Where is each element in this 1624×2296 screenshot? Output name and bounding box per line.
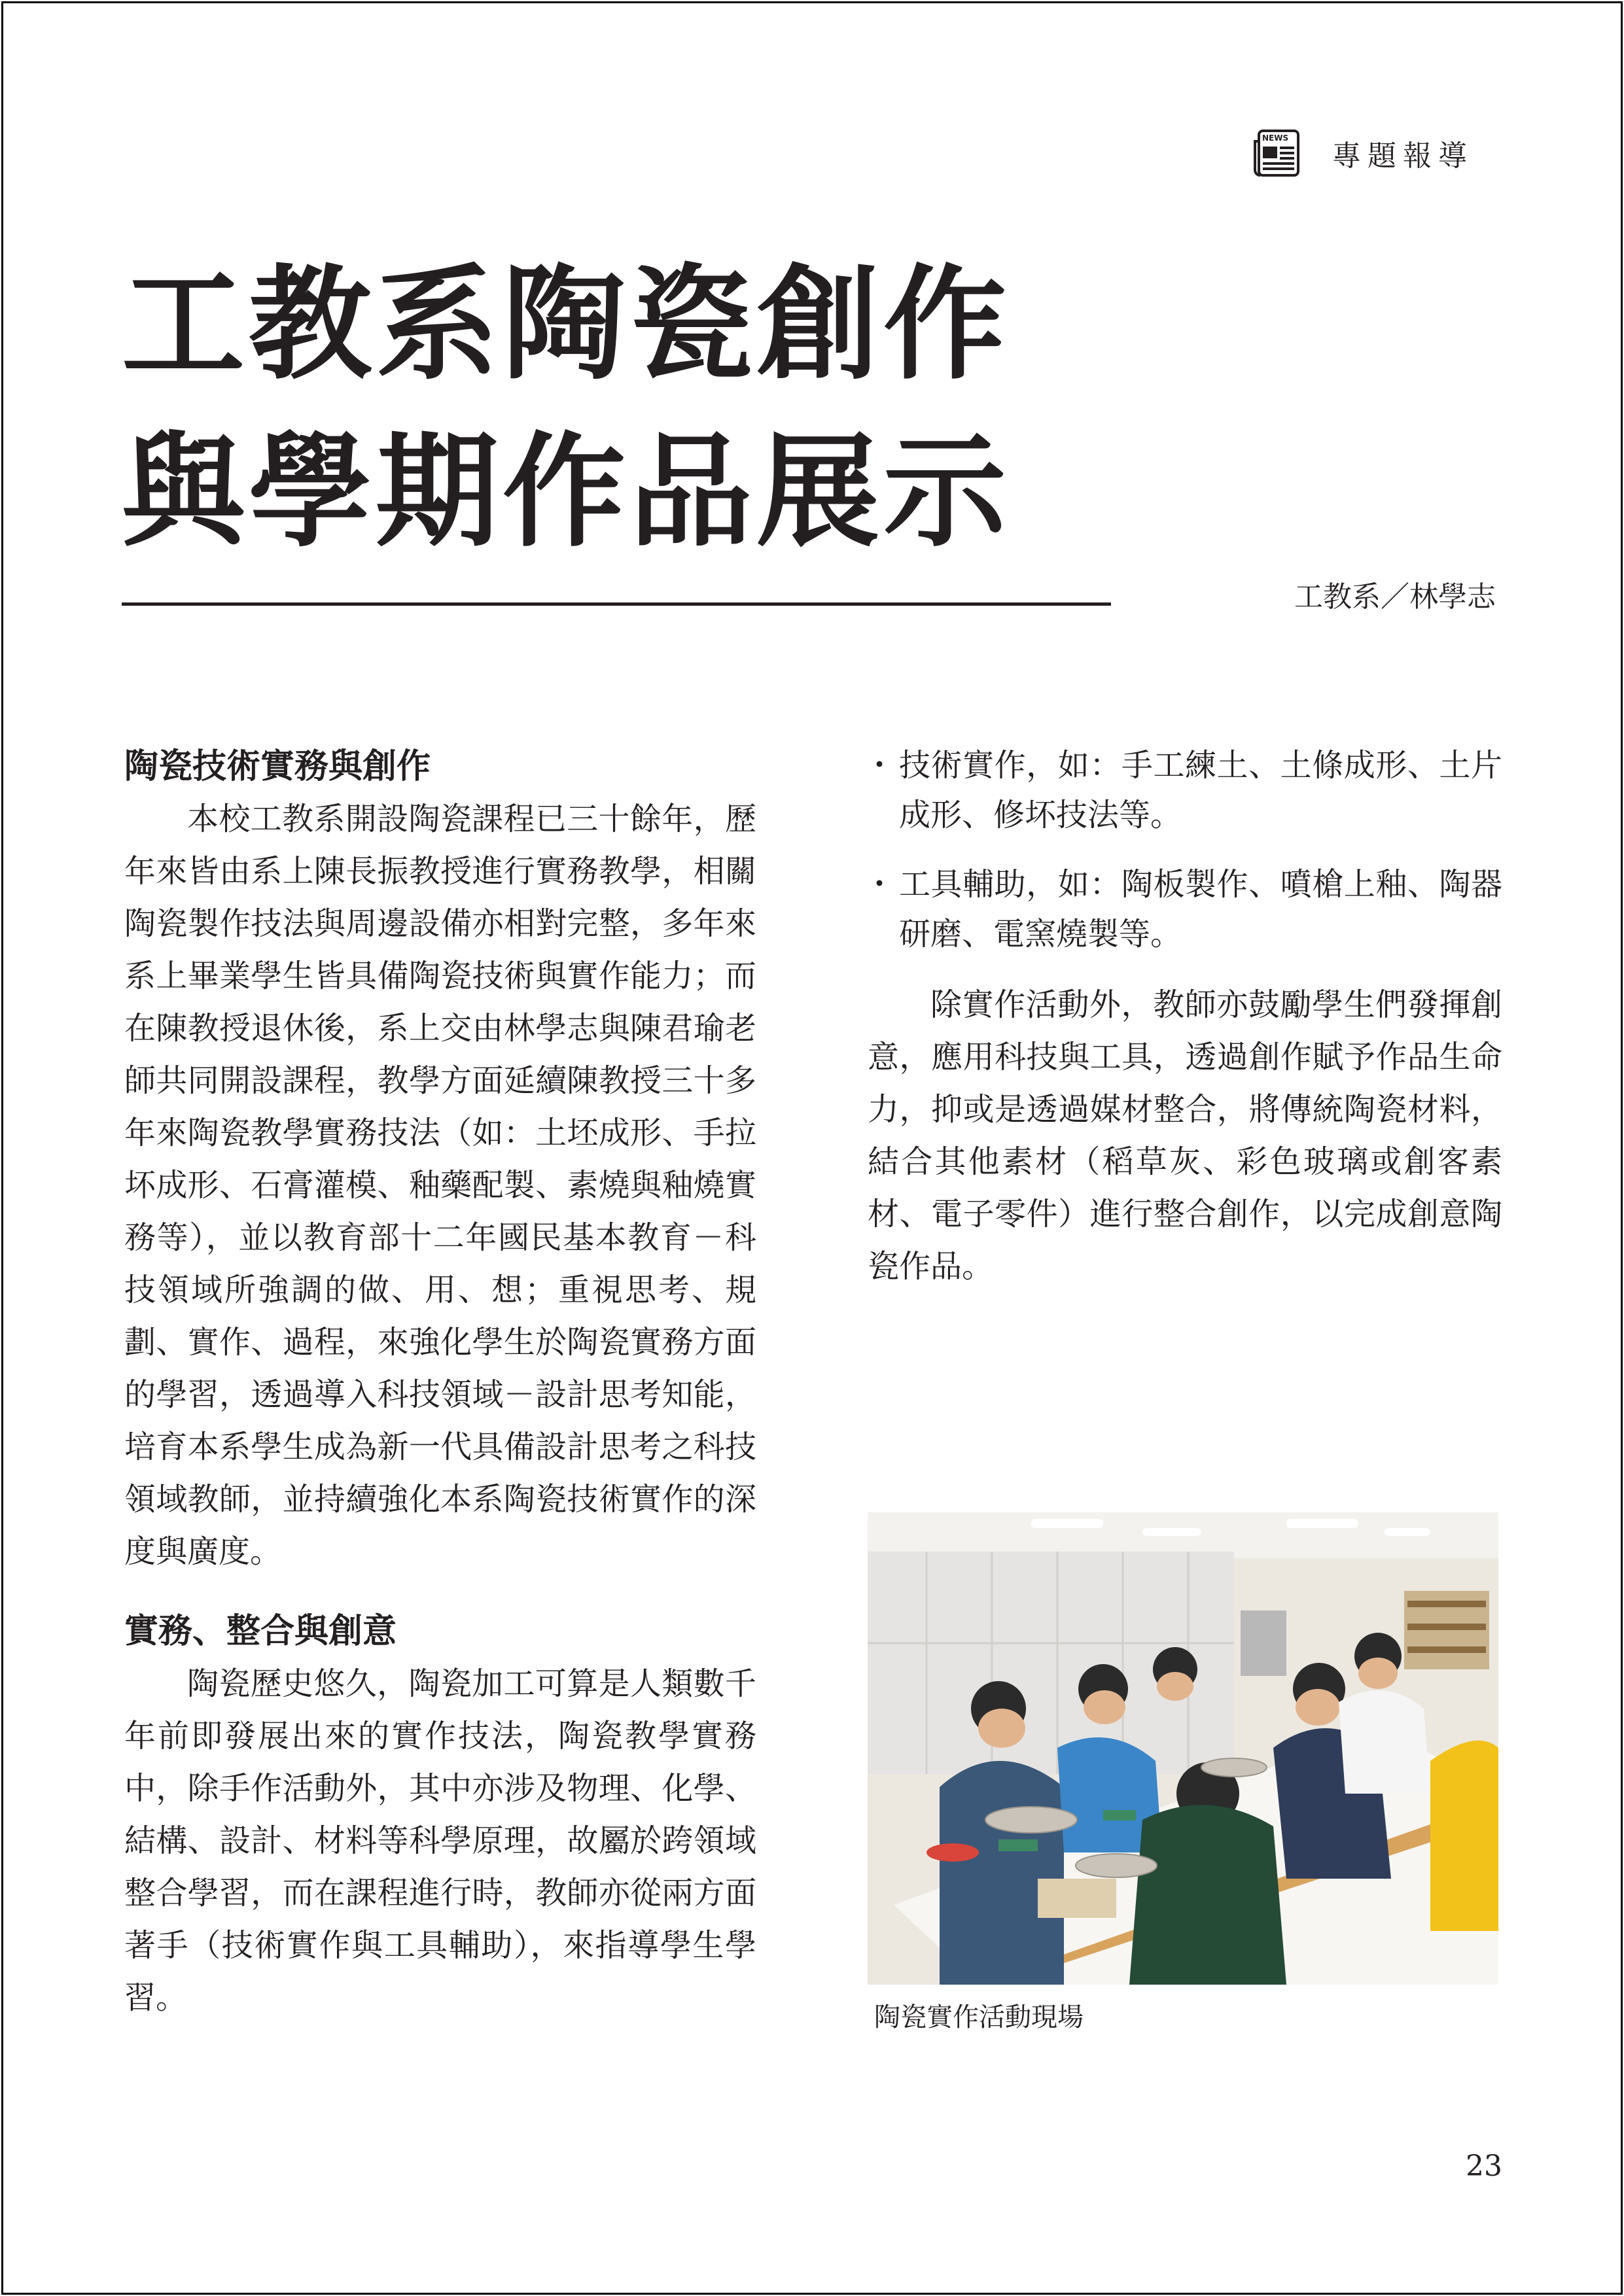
title-rule [122, 602, 1111, 606]
photo-caption: 陶瓷實作活動現場 [874, 2002, 1084, 2032]
right-column [868, 740, 1502, 1293]
left-column [124, 740, 756, 2024]
page-number: 23 [1466, 2149, 1502, 2183]
bullet-item-tools: ・ 工具輔助，如：陶板製作、噴槍上釉、陶器研磨、電窯燒製等。 [868, 860, 1502, 959]
classroom-photo [868, 1512, 1498, 1985]
section-heading-1: 陶瓷技術實務與創作 [124, 746, 431, 786]
section-tag [1251, 128, 1474, 178]
section-label: 專題報導 [1332, 139, 1474, 173]
newspaper-icon [1251, 128, 1302, 178]
article-title-line-2: 與學期作品展示 [122, 419, 1010, 564]
article-title-line-1: 工教系陶瓷創作 [122, 252, 1010, 396]
article-title [122, 241, 1010, 576]
bullet-list [868, 740, 1502, 959]
newspaper-icon-text: NEWS [1262, 133, 1289, 143]
byline: 工教系／林學志 [1294, 580, 1496, 614]
section-paragraph-2: 陶瓷歷史悠久，陶瓷加工可算是人類數千年前即發展出來的實作技法，陶瓷教學實務中，除手作活動外，其中亦涉及物理、化學、結構、設計、材料等科學原理，故屬於跨領域整合學習，而在課程進行時，教師亦從兩方面著手（技術實作與工具輔助），來指導學生學習。 [124, 1665, 756, 2016]
section-heading-2: 實務、整合與創意 [124, 1611, 397, 1651]
right-paragraph: 除實作活動外，教師亦鼓勵學生們發揮創意，應用科技與工具，透過創作賦予作品生命力，抑或是透過媒材整合，將傳統陶瓷材料，結合其他素材（稻草灰、彩色玻璃或創客素材、電子零件）進行整合創作，以完成創意陶瓷作品。 [868, 986, 1502, 1285]
classroom-photo-illustration [868, 1512, 1498, 1985]
section-paragraph-1: 本校工教系開設陶瓷課程已三十餘年，歷年來皆由系上陳長振教授進行實務教學，相關陶瓷製作技法與周邊設備亦相對完整，多年來系上畢業學生皆具備陶瓷技術與實作能力；而在陳教授退休後，系上交由林學志與陳君瑜老師共同開設課程，教學方面延續陳教授三十多年來陶瓷教學實務技法（如：土坯成形、手拉坏成形、石膏灌模、釉藥配製、素燒與釉燒實務等），並以教育部十二年國民基本教育－科技領域所強調的做、用、想；重視思考、規劃、實作、過程，來強化學生於陶瓷實務方面的學習，透過導入科技領域－設計思考知能，培育本系學生成為新一代具備設計思考之科技領域教師，並持續強化本系陶瓷技術實作的深度與廣度。 [124, 801, 756, 1570]
bullet-item-technique: ・ 技術實作，如：手工練土、土條成形、土片成形、修坏技法等。 [868, 740, 1502, 840]
